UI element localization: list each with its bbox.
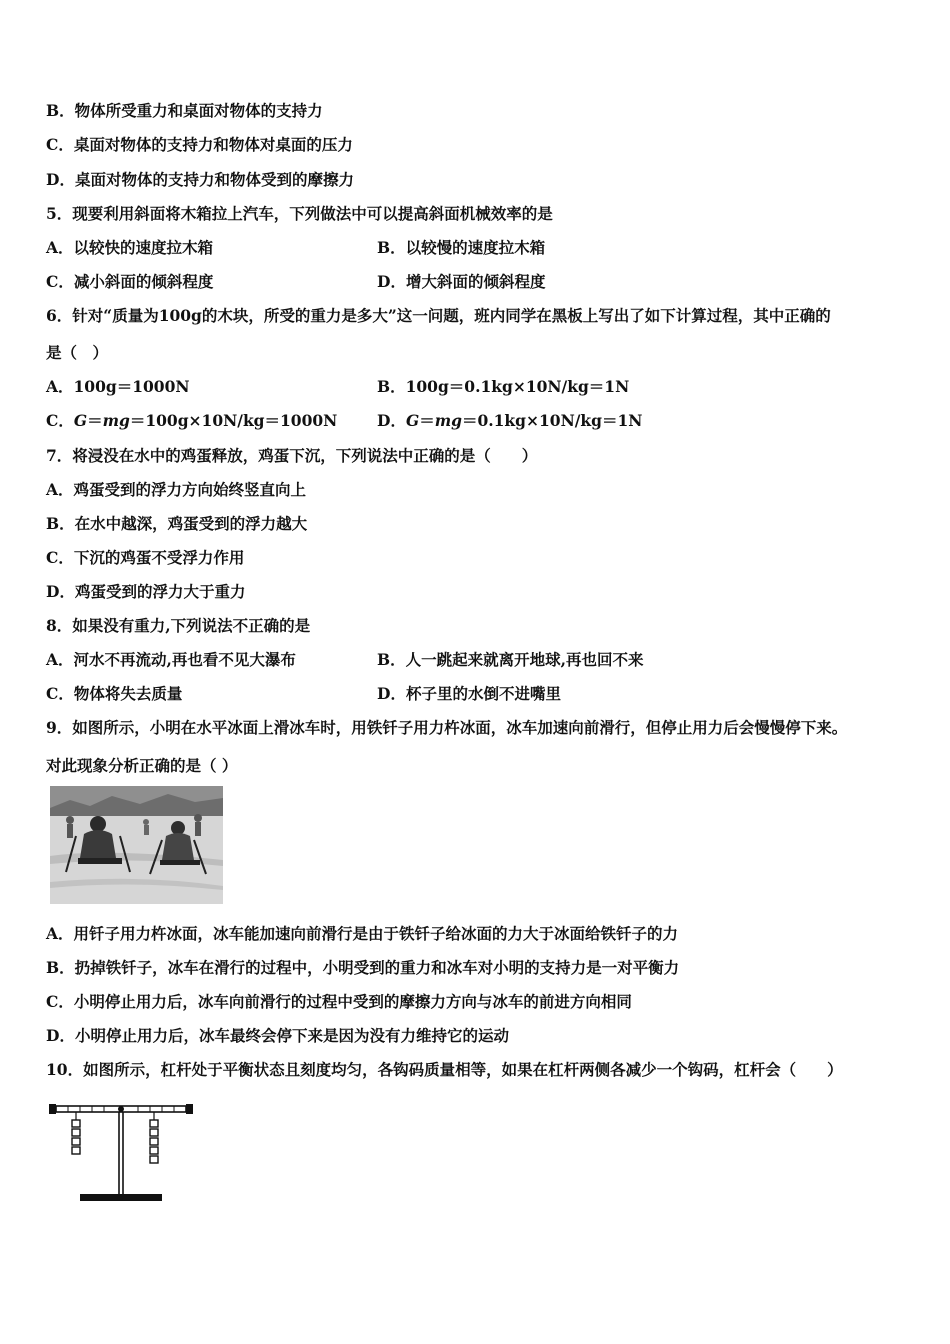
q9-stem-line2: 对此现象分析正确的是（ ） bbox=[46, 756, 238, 775]
q6-d-mg: mg bbox=[434, 411, 462, 430]
q6-stem-line2: 是（ ） bbox=[46, 343, 109, 362]
q7-option-d: D．鸡蛋受到的浮力大于重力 bbox=[46, 582, 246, 601]
q7-option-a: A．鸡蛋受到的浮力方向始终竖直向上 bbox=[46, 480, 307, 499]
ice-sled-photo bbox=[50, 786, 223, 904]
q6-d-eq: ＝ bbox=[419, 411, 435, 430]
q9-option-b: B．扔掉铁钎子，冰车在滑行的过程中，小明受到的重力和冰车对小明的支持力是一对平衡力 bbox=[46, 958, 680, 977]
q8-option-b: B．人一跳起来就离开地球,再也回不来 bbox=[377, 650, 644, 669]
lever-diagram bbox=[46, 1098, 196, 1206]
q6-c-mg: mg bbox=[102, 411, 130, 430]
q6-c-eq: ＝ bbox=[87, 411, 103, 430]
q6-option-d bbox=[377, 411, 642, 431]
q9-option-d: D．小明停止用力后，冰车最终会停下来是因为没有力维持它的运动 bbox=[46, 1026, 509, 1045]
q8-option-c: C．物体将失去质量 bbox=[46, 684, 183, 703]
q8-option-d: D．杯子里的水倒不进嘴里 bbox=[377, 684, 561, 703]
q9-option-a: A．用钎子用力杵冰面，冰车能加速向前滑行是由于铁钎子给冰面的力大于冰面给铁钎子的力 bbox=[46, 924, 679, 943]
q8-stem: 8．如果没有重力,下列说法不正确的是 bbox=[46, 616, 311, 635]
q6-d-g: G bbox=[405, 411, 420, 430]
q6-option-b: B．100g＝0.1kg×10N/kg＝1N bbox=[377, 377, 630, 396]
ice-sled-photo-art bbox=[50, 786, 223, 904]
q6-d-rest: ＝0.1kg×10N/kg＝1N bbox=[461, 411, 643, 430]
q6-c-label: C． bbox=[46, 411, 74, 430]
q6-stem-line1: 6．针对“质量为100g的木块，所受的重力是多大”这一问题，班内同学在黑板上写出了如下计算过程，其中正确的 bbox=[46, 306, 831, 325]
q4-option-d: D．桌面对物体的支持力和物体受到的摩擦力 bbox=[46, 170, 354, 189]
q8-option-a: A．河水不再流动,再也看不见大瀑布 bbox=[46, 650, 296, 669]
q5-option-b: B．以较慢的速度拉木箱 bbox=[377, 238, 546, 257]
q4-option-b: B．物体所受重力和桌面对物体的支持力 bbox=[46, 101, 323, 120]
q6-c-g: G bbox=[73, 411, 88, 430]
q7-option-c: C．下沉的鸡蛋不受浮力作用 bbox=[46, 548, 245, 567]
q4-option-c: C．桌面对物体的支持力和物体对桌面的压力 bbox=[46, 135, 353, 154]
q7-option-b: B．在水中越深，鸡蛋受到的浮力越大 bbox=[46, 514, 308, 533]
q6-option-a: A．100g＝1000N bbox=[46, 377, 190, 396]
q5-stem: 5．现要利用斜面将木箱拉上汽车，下列做法中可以提高斜面机械效率的是 bbox=[46, 204, 553, 223]
q7-stem: 7．将浸没在水中的鸡蛋释放，鸡蛋下沉，下列说法中正确的是（ ） bbox=[46, 446, 538, 465]
lever-diagram-art bbox=[46, 1098, 196, 1206]
q10-stem: 10．如图所示，杠杆处于平衡状态且刻度均匀，各钩码质量相等，如果在杠杆两侧各减少一个钩码，杠杆会（ ） bbox=[46, 1060, 843, 1079]
q6-d-label: D． bbox=[377, 411, 406, 430]
q9-option-c: C．小明停止用力后，冰车向前滑行的过程中受到的摩擦力方向与冰车的前进方向相同 bbox=[46, 992, 632, 1011]
q5-option-c: C．减小斜面的倾斜程度 bbox=[46, 272, 214, 291]
q9-stem-line1: 9．如图所示，小明在水平冰面上滑冰车时，用铁钎子用力杵冰面，冰车加速向前滑行，但停止用力后会慢慢停下来。 bbox=[46, 718, 848, 737]
q5-option-a: A．以较快的速度拉木箱 bbox=[46, 238, 214, 257]
q6-c-rest: ＝100g×10N/kg＝1000N bbox=[129, 411, 338, 430]
q5-option-d: D．增大斜面的倾斜程度 bbox=[377, 272, 546, 291]
q6-option-c bbox=[46, 411, 337, 431]
